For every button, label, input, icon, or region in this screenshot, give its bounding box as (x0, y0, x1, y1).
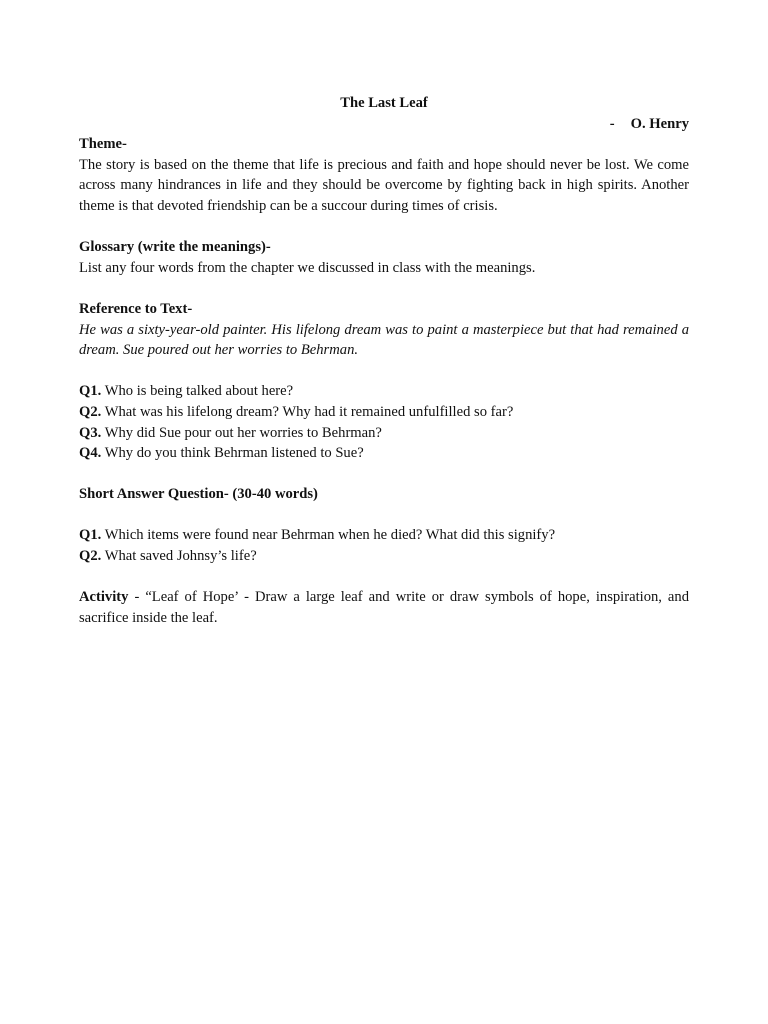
spacer (79, 217, 689, 238)
question-number: Q2. (79, 403, 102, 420)
spacer (79, 278, 689, 299)
theme-text: The story is based on the theme that life is precious and faith and hope should never be lost. We come across many hindrances in life and they should be overcome by fighting back in high spirits. Another theme is that devoted friendship can be a succour during times of crisis. (79, 156, 689, 214)
question-number: Q1. (79, 383, 102, 400)
question-number: Q3. (79, 424, 102, 441)
activity-text: - “Leaf of Hope’ - Draw a large leaf and write or draw symbols of hope, inspiration, and sacrifice inside the leaf. (79, 589, 690, 626)
spacer (79, 567, 689, 588)
reference-question (79, 443, 689, 464)
theme-heading: Theme- (79, 136, 127, 153)
author-line (79, 114, 689, 135)
reference-question (79, 423, 689, 444)
question-number: Q2. (79, 548, 102, 565)
short-answer-heading: Short Answer Question- (30-40 words) (79, 486, 318, 503)
spacer (79, 464, 689, 485)
question-number: Q1. (79, 527, 102, 544)
question-number: Q4. (79, 445, 102, 462)
question-text: Who is being talked about here? (104, 383, 294, 400)
glossary-heading: Glossary (write the meanings)- (79, 239, 271, 256)
glossary-text: List any four words from the chapter we discussed in class with the meanings. (79, 259, 536, 276)
author-dash: - (609, 115, 615, 132)
spacer (79, 361, 689, 382)
reference-question (79, 381, 689, 402)
question-text: Why did Sue pour out her worries to Behrman? (104, 424, 382, 441)
reference-text: He was a sixty-year-old painter. His lifelong dream was to paint a masterpiece but that had remained a dream. Sue poured out her worries to Behrman. (79, 321, 689, 359)
spacer (79, 505, 689, 526)
question-text: What was his lifelong dream? Why had it remained unfulfilled so far? (104, 403, 514, 420)
activity-paragraph (79, 587, 689, 628)
short-answer-question (79, 525, 689, 546)
document-title: The Last Leaf (340, 95, 428, 111)
author-name: O. Henry (630, 115, 689, 132)
activity-label: Activity (79, 589, 129, 606)
document-page (79, 93, 689, 628)
reference-question (79, 402, 689, 423)
short-answer-question (79, 546, 689, 567)
question-text: Which items were found near Behrman when he died? What did this signify? (104, 527, 556, 544)
question-text: What saved Johnsy’s life? (104, 548, 257, 565)
question-text: Why do you think Behrman listened to Sue? (104, 445, 364, 462)
reference-heading: Reference to Text- (79, 300, 193, 317)
